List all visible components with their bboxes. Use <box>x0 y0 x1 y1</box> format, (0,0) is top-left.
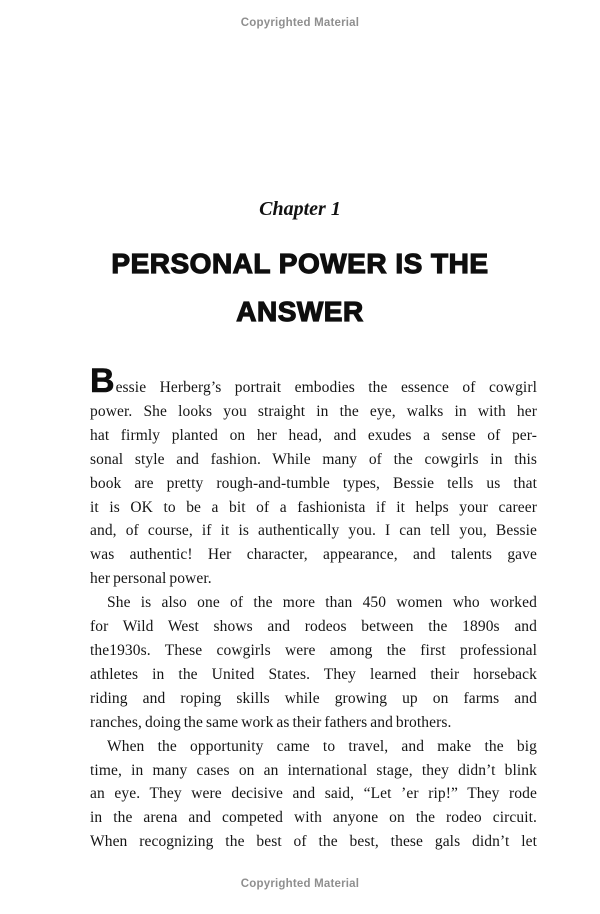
body-line: book are pretty rough-and-tumble types, Bessie tells us that <box>90 474 537 492</box>
copyright-notice-bottom: Copyrighted Material <box>240 878 360 890</box>
paragraph <box>90 362 537 591</box>
body-line: it is OK to be a bit of a fashionista if it helps your career <box>90 498 537 516</box>
body-line: the1930s. These cowgirls were among the first professional <box>90 641 537 659</box>
copyright-notice-top: Copyrighted Material <box>240 17 360 29</box>
body-line: for Wild West shows and rodeos between the 1890s and <box>90 618 537 636</box>
body-line: She is also one of the more than 450 women who worked <box>107 594 537 612</box>
body-line: her personal power. <box>90 570 212 588</box>
body-line: and, of course, if it is authentically you. I can tell you, Bessie <box>90 522 537 540</box>
chapter-title <box>0 240 600 336</box>
paragraph <box>90 591 537 734</box>
chapter-title-line-2: ANSWER <box>236 296 364 327</box>
body-line: When the opportunity came to travel, and make the big <box>107 737 537 755</box>
body-line: ranches, doing the same work as their fathers and brothers. <box>90 713 452 731</box>
body-line: sonal style and fashion. While many of the cowgirls in this <box>90 450 537 468</box>
body-line: in the arena and competed with anyone on the rodeo circuit. <box>90 809 537 827</box>
body-line: power. She looks you straight in the eye, walks in with her <box>90 402 537 420</box>
chapter-label: Chapter 1 <box>259 198 341 220</box>
body-line: time, in many cases on an international stage, they didn’t blink <box>90 761 537 779</box>
body-text <box>90 362 537 854</box>
body-line: an eye. They were decisive and said, “Let ’er rip!” They rode <box>90 785 537 803</box>
body-line: athletes in the United States. They learned their horseback <box>90 665 537 683</box>
body-line: was authentic! Her character, appearance, and talents gave <box>90 546 537 564</box>
body-line: hat firmly planted on her head, and exudes a sense of per- <box>90 426 537 444</box>
paragraph <box>90 735 537 855</box>
body-line: When recognizing the best of the best, these gals didn’t let <box>90 833 537 851</box>
body-line: riding and roping skills while growing up on farms and <box>90 689 537 707</box>
body-line: Bessie Herberg’s portrait embodies the essence of cowgirl <box>90 362 537 400</box>
chapter-title-line-1: PERSONAL POWER IS THE <box>111 248 489 279</box>
drop-cap-initial: B <box>90 362 115 400</box>
